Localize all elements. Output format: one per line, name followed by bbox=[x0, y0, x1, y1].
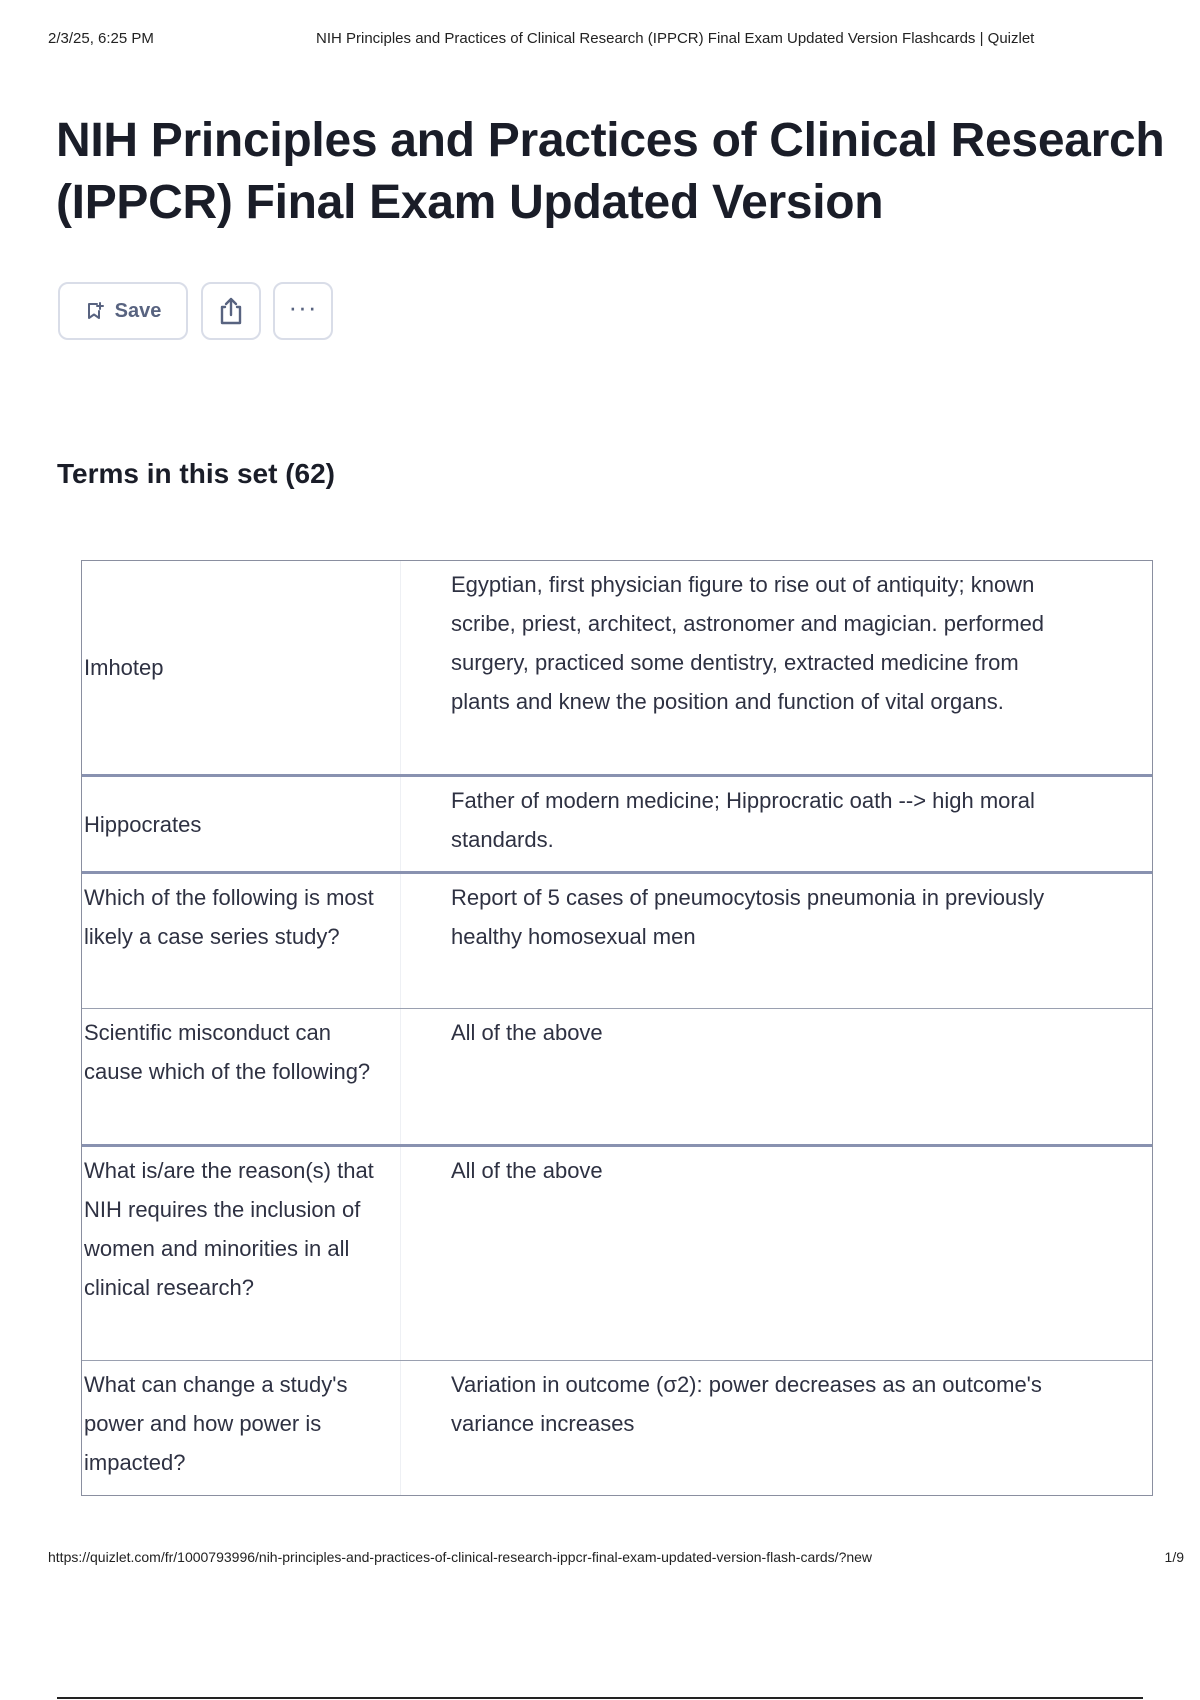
page-number: 1/9 bbox=[1164, 1549, 1184, 1565]
print-url: https://quizlet.com/fr/1000793996/nih-principles-and-practices-of-clinical-research-ippcr-final-exam-updated-version-flash-cards/?new bbox=[48, 1549, 873, 1565]
term-cell: Imhotep bbox=[82, 561, 401, 774]
definition-cell: Father of modern medicine; Hipprocratic oath --> high moral standards. bbox=[451, 788, 1035, 852]
term-cell: What can change a study's power and how power is impacted? bbox=[82, 1361, 401, 1495]
print-header bbox=[48, 28, 1178, 52]
definition-cell: Report of 5 cases of pneumocytosis pneumonia in previously healthy homosexual men bbox=[451, 885, 1045, 949]
definition-cell: All of the above bbox=[451, 1020, 603, 1045]
definition-cell: Egyptian, first physician figure to rise out of antiquity; known scribe, priest, architect, astronomer and magician. performed surgery, practiced some dentistry, extracted medicine from plants and knew the position and function of vital organs. bbox=[451, 572, 1045, 714]
share-icon bbox=[217, 296, 245, 326]
term-cell: Hippocrates bbox=[82, 777, 401, 871]
page-bottom-rule bbox=[57, 1697, 1143, 1699]
print-datetime: 2/3/25, 6:25 PM bbox=[48, 30, 154, 47]
page-title: NIH Principles and Practices of Clinical Research (IPPCR) Final Exam Updated Version bbox=[56, 114, 1165, 229]
terms-heading: Terms in this set (62) bbox=[57, 458, 336, 489]
term-row bbox=[82, 1360, 1152, 1495]
more-options-button[interactable] bbox=[273, 282, 333, 340]
term-row bbox=[82, 871, 1152, 1008]
term-row bbox=[82, 774, 1152, 871]
term-row bbox=[82, 1144, 1152, 1360]
save-button[interactable] bbox=[58, 282, 188, 340]
definition-cell: Variation in outcome (σ2): power decreases as an outcome's variance increases bbox=[451, 1372, 1042, 1436]
term-cell: What is/are the reason(s) that NIH requires the inclusion of women and minorities in all clinical research? bbox=[82, 1147, 401, 1360]
save-button-label: Save bbox=[114, 299, 162, 322]
term-cell: Which of the following is most likely a case series study? bbox=[82, 874, 401, 1008]
bookmark-add-icon bbox=[85, 301, 105, 321]
more-horizontal-icon: ··· bbox=[288, 292, 318, 322]
share-button[interactable] bbox=[201, 282, 261, 340]
terms-table bbox=[81, 560, 1153, 1496]
term-row bbox=[82, 561, 1152, 774]
definition-cell: All of the above bbox=[451, 1158, 603, 1183]
print-document-title: NIH Principles and Practices of Clinical Research (IPPCR) Final Exam Updated Version Flashcards | Quizlet bbox=[316, 30, 1035, 47]
term-cell: Scientific misconduct can cause which of the following? bbox=[82, 1009, 401, 1144]
term-row bbox=[82, 1008, 1152, 1144]
